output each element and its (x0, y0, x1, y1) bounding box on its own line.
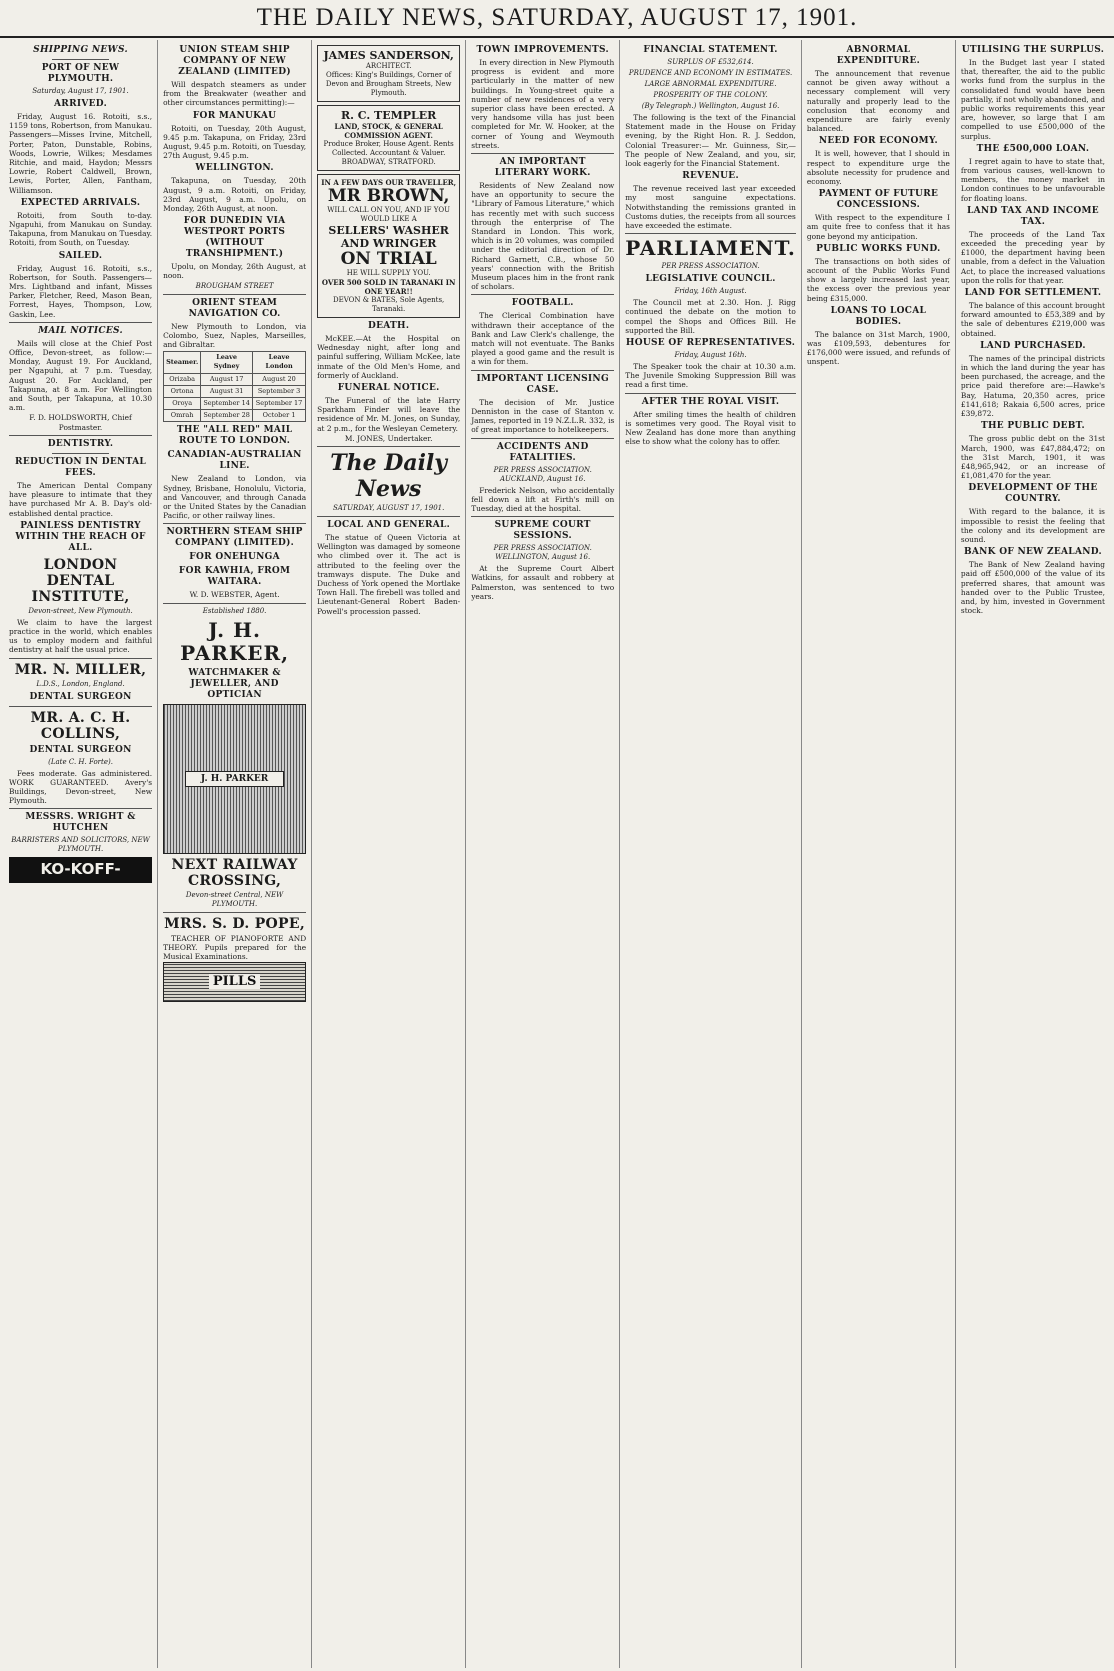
port-heading: PORT OF NEW PLYMOUTH. (41, 63, 120, 84)
table-cell: October 1 (253, 410, 306, 422)
town-text: In every direction in New Plymouth progress is evident and more particularly in the matter of new buildings. In Young-street quite a number of new residences of a very superior class have been erected. A very handsome villa has just been completed for Mr. W. Hooker, at the corner of Young and Weymouth streets. (471, 58, 615, 150)
masthead (0, 0, 1114, 38)
local-heading: LOCAL AND GENERAL. (327, 520, 451, 531)
traveller-line: IN A FEW DAYS OUR TRAVELLER, (321, 178, 457, 187)
pope-text: TEACHER OF PIANOFORTE AND THEORY. Pupils prepared for the Musical Examinations. (163, 933, 307, 962)
table-header: Steamer. (164, 352, 201, 373)
expected-heading: EXPECTED ARRIVALS. (20, 197, 141, 208)
on-trial: ON TRIAL (340, 249, 437, 269)
newspaper-title: THE DAILY NEWS, SATURDAY, AUGUST 17, 1901. (256, 4, 858, 31)
canadian-text: New Zealand to London, via Sydney, Brisbane, Honolulu, Victoria, and Vancouver, and through Canada or the United States by the Canadian Pacific, or other railway lines. (163, 474, 307, 521)
column-7 (956, 40, 1110, 1668)
financial-heading: FINANCIAL STATEMENT. (643, 45, 778, 55)
table-row (164, 373, 306, 385)
legislative-date: Friday, 16th August. (674, 287, 747, 296)
divider (471, 370, 614, 371)
abnormal-heading: ABNORMAL EXPENDITURE. (836, 45, 921, 66)
supreme-sub: PER PRESS ASSOCIATION. WELLINGTON, August 16. (493, 544, 592, 562)
divider (625, 233, 796, 234)
column-5 (620, 40, 802, 1668)
divider (317, 446, 460, 447)
surplus-heading: UTILISING THE SURPLUS. (961, 45, 1105, 55)
dunedin-text: Upolu, on Monday, 26th August, at noon. (163, 262, 307, 281)
table-cell: August 17 (201, 373, 253, 385)
funeral-heading: FUNERAL NOTICE. (337, 383, 440, 394)
mr-brown: MR BROWN, (327, 186, 450, 206)
sailing-table (163, 351, 306, 422)
undertaker: M. JONES, Undertaker. (344, 433, 433, 443)
dunedin-heading: FOR DUNEDIN VIA WESTPORT PORTS (WITHOUT TRANSHIPMENT.) (183, 216, 286, 260)
public-debt-text: The gross public debt on the 31st March, 1900, was £47,884,472; on the 31st March, 1901, it was £48,965,942, or an increase of £1,081,470 for the year. (960, 434, 1105, 481)
mail-text: Mails will close at the Chief Post Office, Devon-street, as follow:— Monday, August 19. For Auckland, per Ngapuhi, at 7 p.m. Tuesday, August 20. For Auckland, per Takapuna, at 8 a.m. For Wellington and South, per Takapuna, at 10.30 a.m. (9, 338, 153, 413)
column-3 (312, 40, 466, 1668)
parker-established: Established 1880. (202, 606, 267, 615)
postmaster-signature: F. D. HOLDSWORTH, Chief Postmaster. (29, 413, 132, 432)
sanderson-ad (317, 45, 460, 102)
wright-sub: BARRISTERS AND SOLICITORS, NEW PLYMOUTH. (11, 836, 150, 854)
supply-line: HE WILL SUPPLY YOU. (346, 269, 431, 277)
mail-heading: MAIL NOTICES. (38, 325, 123, 336)
table-cell: September 14 (201, 398, 253, 410)
sanderson-role: ARCHITECT. (365, 62, 412, 70)
divider (163, 523, 306, 524)
arrived-text: Friday, August 16. Rotoiti, s.s., 1159 tons, Robertson, from Manukau. Passengers—Misses Irvine, Mitchell, Porter, Paton, Dunstable, Robins, Woods, Lowrie, Wilkes; Mesdames Ritchie, and maid, Haydon; Messrs Lowrie, Robert Caldwell, Brown, Lewis, Porter, Allen, Fantham, Williamson. (9, 112, 153, 195)
templer-ad (317, 105, 460, 171)
table-row (164, 398, 306, 410)
washer-ad (317, 174, 460, 318)
tax-heading: LAND TAX AND INCOME TAX. (967, 205, 1099, 227)
collins-name: MR. A. C. H. COLLINS, (30, 709, 131, 742)
legislative-heading: LEGISLATIVE COUNCIL. (645, 274, 776, 285)
all-red-heading: THE "ALL RED" MAIL ROUTE TO LONDON. (176, 425, 293, 447)
parliament-sub: PER PRESS ASSOCIATION. (661, 262, 760, 271)
divider (52, 59, 109, 60)
institute-text: We claim to have the largest practice in the world, which enables us to employ modern and faithful dentistry at half the usual price. (9, 617, 153, 655)
works-text: The transactions on both sides of account of the Public Works Fund show a largely increased last year, the excess over the previous year being £315,000. (806, 256, 950, 303)
deaths-heading: DEATH. (368, 321, 410, 331)
visit-text: After smiling times the health of children is sometimes very good. The Royal visit to New Zealand has done more than anything else to show what the colony has to offer. (625, 409, 796, 447)
templer-address: BROADWAY, STRATFORD. (341, 158, 436, 166)
table-row (164, 385, 306, 397)
financial-sub-3: LARGE ABNORMAL EXPENDITURE. (644, 80, 777, 88)
table-header: Leave Sydney (201, 352, 253, 373)
divider (471, 516, 614, 517)
collins-text: Fees moderate. Gas administered. WORK GUARANTEED. Avery's Buildings, Devon-street, New Plymouth. (9, 768, 153, 806)
kokoff-coffee-logo: KO-KOFF-COFFEE (9, 857, 152, 883)
divider (625, 393, 796, 394)
divider (163, 912, 306, 913)
union-heading: UNION STEAM SHIP COMPANY OF NEW ZEALAND (LIMITED) (178, 45, 291, 77)
table-header: Leave London (253, 352, 306, 373)
loan-heading: THE £500,000 LOAN. (976, 143, 1090, 154)
crossing-heading: NEXT RAILWAY CROSSING, (171, 856, 298, 889)
supreme-text: At the Supreme Court Albert Watkins, for assault and robbery at Palmerston, was sentenced to two years. (471, 564, 615, 601)
purchased-heading: LAND PURCHASED. (980, 340, 1086, 351)
table-cell: Omrah (164, 410, 201, 422)
accidents-sub: PER PRESS ASSOCIATION. AUCKLAND, August 16. (493, 465, 592, 483)
need-text: It is well, however, that I should in respect to expenditure urge the absolute necessity for prudence and economy. (806, 149, 950, 187)
payment-text: With respect to the expenditure I am quite free to confess that it has gone beyond my anticipation. (806, 213, 950, 241)
financial-text: The following is the text of the Financial Statement made in the House on Friday evening, by the Right Hon. R. J. Seddon, Colonial Treasurer:— Mr. Guinness, Sir,—The people of New Zealand, and you, sir, look eagerly for the Financial Statement. (625, 113, 796, 169)
town-heading: TOWN IMPROVEMENTS. (476, 45, 609, 55)
onehunga-heading: FOR ONEHUNGA (189, 552, 280, 563)
settlement-heading: LAND FOR SETTLEMENT. (964, 288, 1102, 299)
table-cell: August 31 (201, 385, 253, 397)
table-row (164, 410, 306, 422)
loan-text: I regret again to have to state that, from various causes, well-known to members, the money market in London continues to be unfavourable for floating loans. (960, 156, 1105, 203)
divider (471, 294, 614, 295)
supreme-heading: SUPREME COURT SESSIONS. (494, 520, 591, 542)
revenue-heading: REVENUE. (682, 171, 739, 182)
legislative-text: The Council met at 2.30. Hon. J. Rigg continued the debate on the motion to compel the Shops and Offices Bill. He supported the Bill. (625, 298, 796, 335)
sailed-text: Friday, August 16. Rotoiti, s.s., Robertson, for South. Passengers—Mrs. Lightband and infant, Misses Parker, Fletcher, Reed, Mason Bean, Forrest, Hayes, Thompson, Low, Gaskin, Lee. (9, 263, 153, 319)
divider (471, 438, 614, 439)
devon-bates: DEVON & BATES, Sole Agents, Taranaki. (333, 296, 445, 313)
newspaper-page (4, 40, 1110, 1668)
agents-address: BROUGHAM STREET (195, 281, 274, 290)
financial-sub-1: SURPLUS OF £532,614. (667, 58, 754, 66)
union-text: Will despatch steamers as under from the Breakwater (weather and other circumstances permitting):— (163, 80, 307, 108)
shop-sign: J. H. PARKER (185, 771, 284, 787)
table-cell: August 20 (253, 373, 306, 385)
miller-role: DENTAL SURGEON (29, 691, 132, 702)
licensing-heading: IMPORTANT LICENSING CASE. (476, 373, 609, 395)
orient-heading: ORIENT STEAM NAVIGATION CO. (188, 297, 281, 319)
wright-heading: MESSRS. WRIGHT & HUTCHEN (25, 812, 136, 834)
parliament-heading: PARLIAMENT. (625, 236, 796, 261)
over-sold: OVER 500 SOLD IN TARANAKI IN ONE YEAR!! (321, 278, 456, 296)
manukau-heading: FOR MANUKAU (192, 110, 277, 121)
divider (317, 516, 460, 517)
pills-label: PILLS (209, 974, 261, 989)
sanderson-text: Offices: King's Buildings, Corner of Devon and Brougham Streets, New Plymouth. (325, 71, 452, 97)
kawhia-heading: FOR KAWHIA, FROM WAITARA. (178, 566, 291, 588)
tax-text: The proceeds of the Land Tax exceeded the preceding year by £1000, the department having been unable, from a defect in the Valuation Act, to place the increased valuations upon the rolls for that year. (960, 229, 1105, 285)
public-debt-heading: THE PUBLIC DEBT. (980, 421, 1085, 432)
table-cell: September 28 (201, 410, 253, 422)
shipping-heading: SHIPPING NEWS. (33, 45, 128, 55)
reps-heading: HOUSE OF REPRESENTATIVES. (625, 338, 796, 349)
accidents-text: Frederick Nelson, who accidentally fell down a lift at Firth's mill on Tuesday, died at the hospital. (471, 485, 615, 513)
parker-role: WATCHMAKER & JEWELLER, AND OPTICIAN (188, 667, 281, 700)
column-4 (466, 40, 620, 1668)
manukau-text: Rotoiti, on Tuesday, 20th August, 9.45 p.m. Takapuna, on Friday, 23rd August, 9.45 p.m. Rotoiti, on Tuesday, 27th August, 9.45 p.m. (163, 123, 307, 161)
miller-name: MR. N. MILLER, (14, 661, 147, 678)
surplus-text: In the Budget last year I stated that, thereafter, the aid to the public works fund from the surplus in the consolidated fund would have been partially, if not wholly abandoned, and public works requirements this year are, however, so large that I am compelled to use £500,000 of the surplus. (960, 58, 1105, 141)
collins-late: (Late C. H. Forte). (48, 757, 113, 766)
divider (9, 322, 152, 323)
webster-agent: W. D. WEBSTER, Agent. (189, 590, 280, 600)
settlement-text: The balance of this account brought forward amounted to £53,389 and by the sale of debentures £219,000 was obtained. (960, 301, 1105, 338)
miller-credentials: L.D.S., London, England. (36, 679, 125, 688)
football-heading: FOOTBALL. (511, 298, 574, 309)
sanderson-heading: JAMES SANDERSON, (323, 49, 454, 62)
divider (9, 706, 152, 707)
wellington-text: Takapuna, on Tuesday, 20th August, 9 a.m. Rotoiti, on Friday, 23rd August, 9 a.m. Upolu, on Monday, 26th August, at noon. (163, 176, 307, 214)
financial-sub-2: PRUDENCE AND ECONOMY IN ESTIMATES. (628, 69, 793, 77)
table-cell: Oroya (164, 398, 201, 410)
steel-pills-ad (163, 962, 306, 1002)
literary-heading: AN IMPORTANT LITERARY WORK. (494, 157, 591, 179)
football-text: The Clerical Combination have withdrawn their acceptance of the Bank and Law Clerk's challenge, the match will not eventuate. The Banks played a good game and the result is a win for them. (471, 311, 615, 367)
expected-text: Rotoiti, from South to-day. Ngapuhi, from Manukau on Sunday. Takapuna, from Manukau on Tuesday. Rotoiti, from South, on Tuesday. (9, 210, 153, 248)
revenue-text: The revenue received last year exceeded my most sanguine expectations. Notwithstanding the remissions granted in Customs duties, the receipts from all sources have exceeded the estimate. (625, 184, 796, 231)
templer-heading: R. C. TEMPLER (341, 109, 437, 122)
payment-heading: PAYMENT OF FUTURE CONCESSIONS. (818, 189, 939, 211)
loans-heading: LOANS TO LOCAL BODIES. (830, 305, 927, 327)
reps-text: The Speaker took the chair at 10.30 a.m. The Juvenile Smoking Suppression Bill was read a first time. (625, 362, 796, 390)
licensing-text: The decision of Mr. Justice Denniston in the case of Stanton v. James, reported in 19 N.Z.L.R. 332, is of great importance to hotelkeepers. (471, 397, 615, 435)
table-cell: Orizaba (164, 373, 201, 385)
date-line: Saturday, August 17, 1901. (32, 87, 129, 95)
need-heading: NEED FOR ECONOMY. (818, 136, 938, 147)
loans-text: The balance on 31st March, 1900, was £109,593, debentures for £176,000 were issued, and refunds of unspent. (806, 329, 950, 367)
column-6 (802, 40, 956, 1668)
bank-heading: BANK OF NEW ZEALAND. (963, 547, 1102, 558)
wellington-heading: WELLINGTON. (195, 163, 274, 174)
northern-heading: NORTHERN STEAM SHIP COMPANY (LIMITED). (166, 527, 303, 549)
sellers-washer: SELLERS' WASHER AND WRINGER (328, 224, 449, 250)
parker-name: J. H. PARKER, (180, 617, 290, 665)
templer-text: Produce Broker, House Agent. Rents Collected. Accountant & Valuer. (323, 140, 454, 157)
divider (471, 153, 614, 154)
funeral-text: The Funeral of the late Harry Sparkham Finder will leave the residence of Mr. M. Jones, on Sunday, at 2 p.m., for the Wesleyan Cemetery. (317, 396, 461, 433)
purchased-text: The names of the principal districts in which the land during the year has been purchased, the acreage, and the price paid therefore are:—Hawke's Bay, Hatuma, 20,350 acres, price £141,618; Rakaia 6,500 acres, price £39,872. (960, 353, 1105, 419)
local-text: The statue of Queen Victoria at Wellington was damaged by someone who climbed over it. The act is attributed to the feeling over the tramways dispute. The Duke and Duchess of York opened the Mortlake Town Hall. The firebell was tolled and Lieutenant-General Robert Baden-Powell's procession passed. (317, 533, 461, 616)
table-cell: September 17 (253, 398, 306, 410)
divider (9, 658, 152, 659)
table-cell: Ortona (164, 385, 201, 397)
literary-text: Residents of New Zealand now have an opportunity to secure the "Library of Famous Literature," which has recently met with such success through the enterprise of The Standard in London. This work, which is in 20 volumes, was compiled under the editorial direction of Dr. Richard Garnett, C.B., whose 50 years' connection with the British Museum places him in the front rank of scholars. (471, 181, 615, 292)
abnormal-text: The announcement that revenue cannot be given away without a necessary complement will very naturally and properly lead to the conclusion that economy and expenditure are fairly evenly balanced. (806, 69, 950, 134)
orient-text: New Plymouth to London, via Colombo, Suez, Naples, Marseilles, and Gibraltar. (163, 321, 307, 350)
accidents-heading: ACCIDENTS AND FATALITIES. (496, 441, 589, 463)
divider (52, 453, 109, 454)
reduction-heading: REDUCTION IN DENTAL FEES. (15, 456, 146, 478)
crossing-sub: Devon-street Central, NEW PLYMOUTH. (185, 890, 284, 908)
financial-sub-4: PROSPERITY OF THE COLONY. (653, 91, 768, 99)
divider (163, 294, 306, 295)
parker-shop-engraving (163, 704, 306, 854)
divider (163, 603, 306, 604)
deaths-text: McKEE.—At the Hospital on Wednesday night, after long and painful suffering, William McKee, late inmate of the Old Men's Home, and formerly of Auckland. (317, 334, 461, 380)
pope-heading: MRS. S. D. POPE, (164, 915, 306, 932)
telegraph-line: (By Telegraph.) Wellington, August 16. (641, 102, 780, 110)
column-1 (4, 40, 158, 1668)
institute-address: Devon-street, New Plymouth. (28, 606, 133, 615)
collins-role: DENTAL SURGEON (29, 744, 132, 755)
reps-date: Friday, August 16th. (674, 351, 747, 360)
bank-text: The Bank of New Zealand having paid off £500,000 of the value of its preferred shares, that amount was handed over to the Public Trustee, and, by him, invested in Government stock. (960, 560, 1105, 616)
development-heading: DEVELOPMENT OF THE COUNTRY. (968, 483, 1098, 505)
templer-role: LAND, STOCK, & GENERAL COMMISSION AGENT. (334, 122, 443, 140)
daily-news-banner: The Daily News (330, 450, 448, 503)
sailed-heading: SAILED. (58, 250, 103, 261)
visit-heading: AFTER THE ROYAL VISIT. (641, 396, 780, 407)
works-heading: PUBLIC WORKS FUND. (816, 243, 941, 254)
divider (9, 435, 152, 436)
institute-heading: LONDON DENTAL INSTITUTE, (31, 556, 130, 605)
reduction-text: The American Dental Company have pleasure to intimate that they have purchased Mr A. B. Day's old-established dental practice. (9, 480, 153, 518)
painless-heading: PAINLESS DENTISTRY WITHIN THE REACH OF ALL. (15, 520, 146, 553)
development-text: With regard to the balance, it is impossible to resist the feeling that the colony and its development are sound. (960, 507, 1105, 544)
dentistry-heading: DENTISTRY. (47, 438, 114, 449)
column-2 (158, 40, 312, 1668)
banner-date: SATURDAY, AUGUST 17, 1901. (332, 504, 445, 513)
will-call: WILL CALL ON YOU, AND IF YOU WOULD LIKE A (327, 206, 450, 223)
arrived-heading: ARRIVED. (54, 99, 108, 109)
table-cell: September 3 (253, 385, 306, 397)
divider (9, 808, 152, 809)
canadian-heading: CANADIAN-AUSTRALIAN LINE. (167, 450, 302, 472)
